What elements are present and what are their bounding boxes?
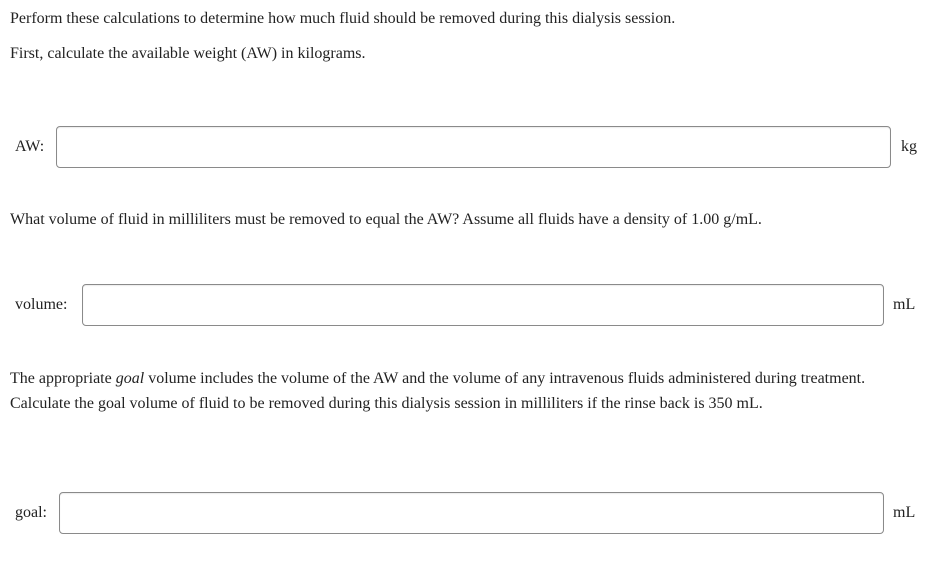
volume-answer-row <box>0 284 935 326</box>
aw-instruction: First, calculate the available weight (AW) in kilograms. <box>10 45 366 62</box>
aw-label: AW: <box>15 138 45 155</box>
intro-instruction: Perform these calculations to determine how much fluid should be removed during this dialysis session. <box>10 10 676 27</box>
goal-question-end: volume includes the volume of the AW and the volume of any intravenous fluids administered during treatment. Calculate the goal volume of fluid to be removed during this dialysis session in milliliters if the rinse back is 350 mL. <box>10 370 866 412</box>
aw-unit: kg <box>901 138 917 155</box>
volume-unit: mL <box>893 296 916 313</box>
volume-label: volume: <box>15 296 68 313</box>
aw-input[interactable] <box>56 126 891 168</box>
volume-input[interactable] <box>82 284 884 326</box>
goal-question-start: The appropriate <box>10 370 116 387</box>
volume-question: What volume of fluid in milliliters must be removed to equal the AW? Assume all fluids have a density of 1.00 g/mL. <box>10 211 762 228</box>
goal-input[interactable] <box>59 492 884 534</box>
goal-label: goal: <box>15 504 47 521</box>
aw-answer-row <box>0 126 935 168</box>
goal-answer-row <box>0 492 935 534</box>
goal-emphasis: goal <box>115 370 145 387</box>
goal-question <box>10 366 910 416</box>
goal-unit: mL <box>893 504 916 521</box>
